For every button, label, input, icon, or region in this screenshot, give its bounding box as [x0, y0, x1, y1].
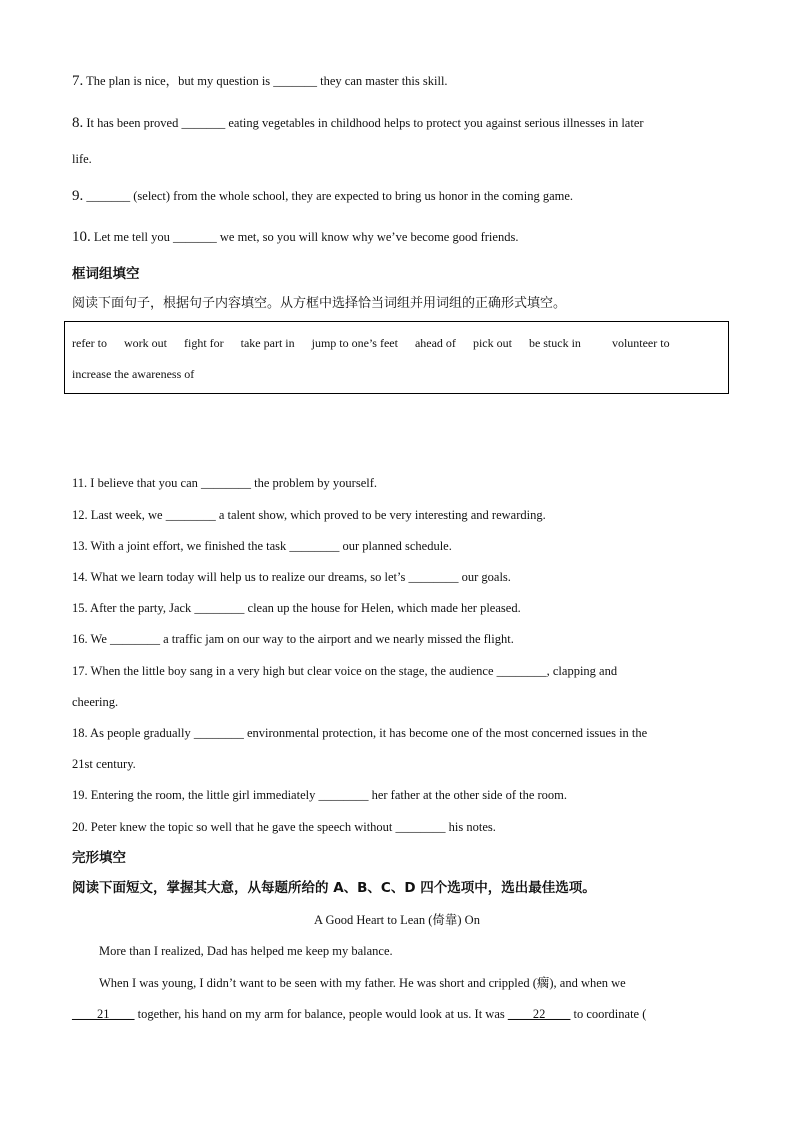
passage-paragraph-2-continued: [72, 1006, 730, 1022]
question-12: 12. Last week, we ________ a talent show, which proved to be very interesting and rewarding.: [72, 508, 546, 522]
question-17-continued: cheering.: [72, 695, 119, 709]
question-number: 9.: [72, 188, 84, 204]
passage-title: A Good Heart to Lean (倚靠) On: [314, 913, 480, 927]
phrase-item: refer to: [72, 336, 107, 350]
question-text: It has been proved _______ eating vegetables in childhood helps to protect you against serious illnesses in later: [83, 116, 644, 130]
question-19: 19. Entering the room, the little girl immediately ________ her father at the other side of the room.: [72, 788, 568, 802]
passage-text: together, his hand on my arm for balance, people would look at us. It was: [134, 1007, 508, 1021]
passage-paragraph-1: More than I realized, Dad has helped me keep my balance.: [99, 944, 393, 958]
phrase-item: ahead of: [414, 336, 456, 350]
section-instruction: 阅读下面短文，掌握其大意，从每题所给的 A、B、C、D 四个选项中，选出最佳选项。: [72, 880, 596, 896]
phrase-item: work out: [123, 336, 167, 350]
section-title-phrase-fill: 框词组填空: [72, 266, 140, 282]
question-number: 8.: [72, 115, 84, 131]
question-11: 11. I believe that you can ________ the problem by yourself.: [72, 476, 378, 490]
question-9: [72, 188, 730, 204]
blank-21: ____21____: [72, 1007, 135, 1021]
phrase-item: jump to one’s feet: [311, 336, 398, 350]
question-20: 20. Peter knew the topic so well that he gave the speech without ________ his notes.: [72, 820, 496, 834]
question-18-continued: 21st century.: [72, 757, 136, 771]
phrase-item: volunteer to: [611, 336, 670, 350]
question-8-continued: [72, 151, 730, 167]
section-instruction: 阅读下面句子，根据句子内容填空。从方框中选择恰当词组并用词组的正确形式填空。: [72, 296, 567, 311]
question-text: The plan is nice，but my question is _______ they can master this skill.: [83, 74, 448, 88]
question-16: 16. We ________ a traffic jam on our way to the airport and we nearly missed the flight.: [72, 632, 514, 646]
phrase-item: be stuck in: [528, 336, 581, 350]
question-text: Let me tell you _______ we met, so you will know why we’ve become good friends.: [90, 230, 519, 244]
question-15: 15. After the party, Jack ________ clean up the house for Helen, which made her pleased.: [72, 601, 521, 615]
question-18: 18. As people gradually ________ environmental protection, it has become one of the most concerned issues in the: [72, 726, 648, 740]
phrase-item: pick out: [472, 336, 512, 350]
phrase-row-1: [72, 335, 670, 351]
section-title-cloze: 完形填空: [72, 850, 126, 866]
phrase-item: increase the awareness of: [72, 367, 195, 381]
question-10: [72, 229, 730, 245]
question-7: [72, 73, 730, 89]
phrase-box: [64, 321, 729, 394]
question-number: 7.: [72, 73, 84, 89]
passage-text: to coordinate (: [570, 1007, 647, 1021]
question-14: 14. What we learn today will help us to realize our dreams, so let’s ________ our goals.: [72, 570, 511, 584]
question-13: 13. With a joint effort, we finished the task ________ our planned schedule.: [72, 539, 452, 553]
question-number: 10.: [72, 229, 91, 245]
phrase-item: fight for: [183, 336, 224, 350]
question-17: 17. When the little boy sang in a very high but clear voice on the stage, the audience ________, clapping and: [72, 664, 618, 678]
passage-paragraph-2: When I was young, I didn’t want to be seen with my father. He was short and crippled (瘸), and when we: [99, 976, 626, 990]
question-text: life.: [72, 152, 92, 166]
question-8: [72, 115, 730, 131]
phrase-item: take part in: [240, 336, 295, 350]
blank-22: ____22____: [507, 1007, 571, 1021]
question-text: _______ (select) from the whole school, they are expected to bring us honor in the coming game.: [83, 189, 574, 203]
phrase-row-2: [72, 366, 208, 382]
